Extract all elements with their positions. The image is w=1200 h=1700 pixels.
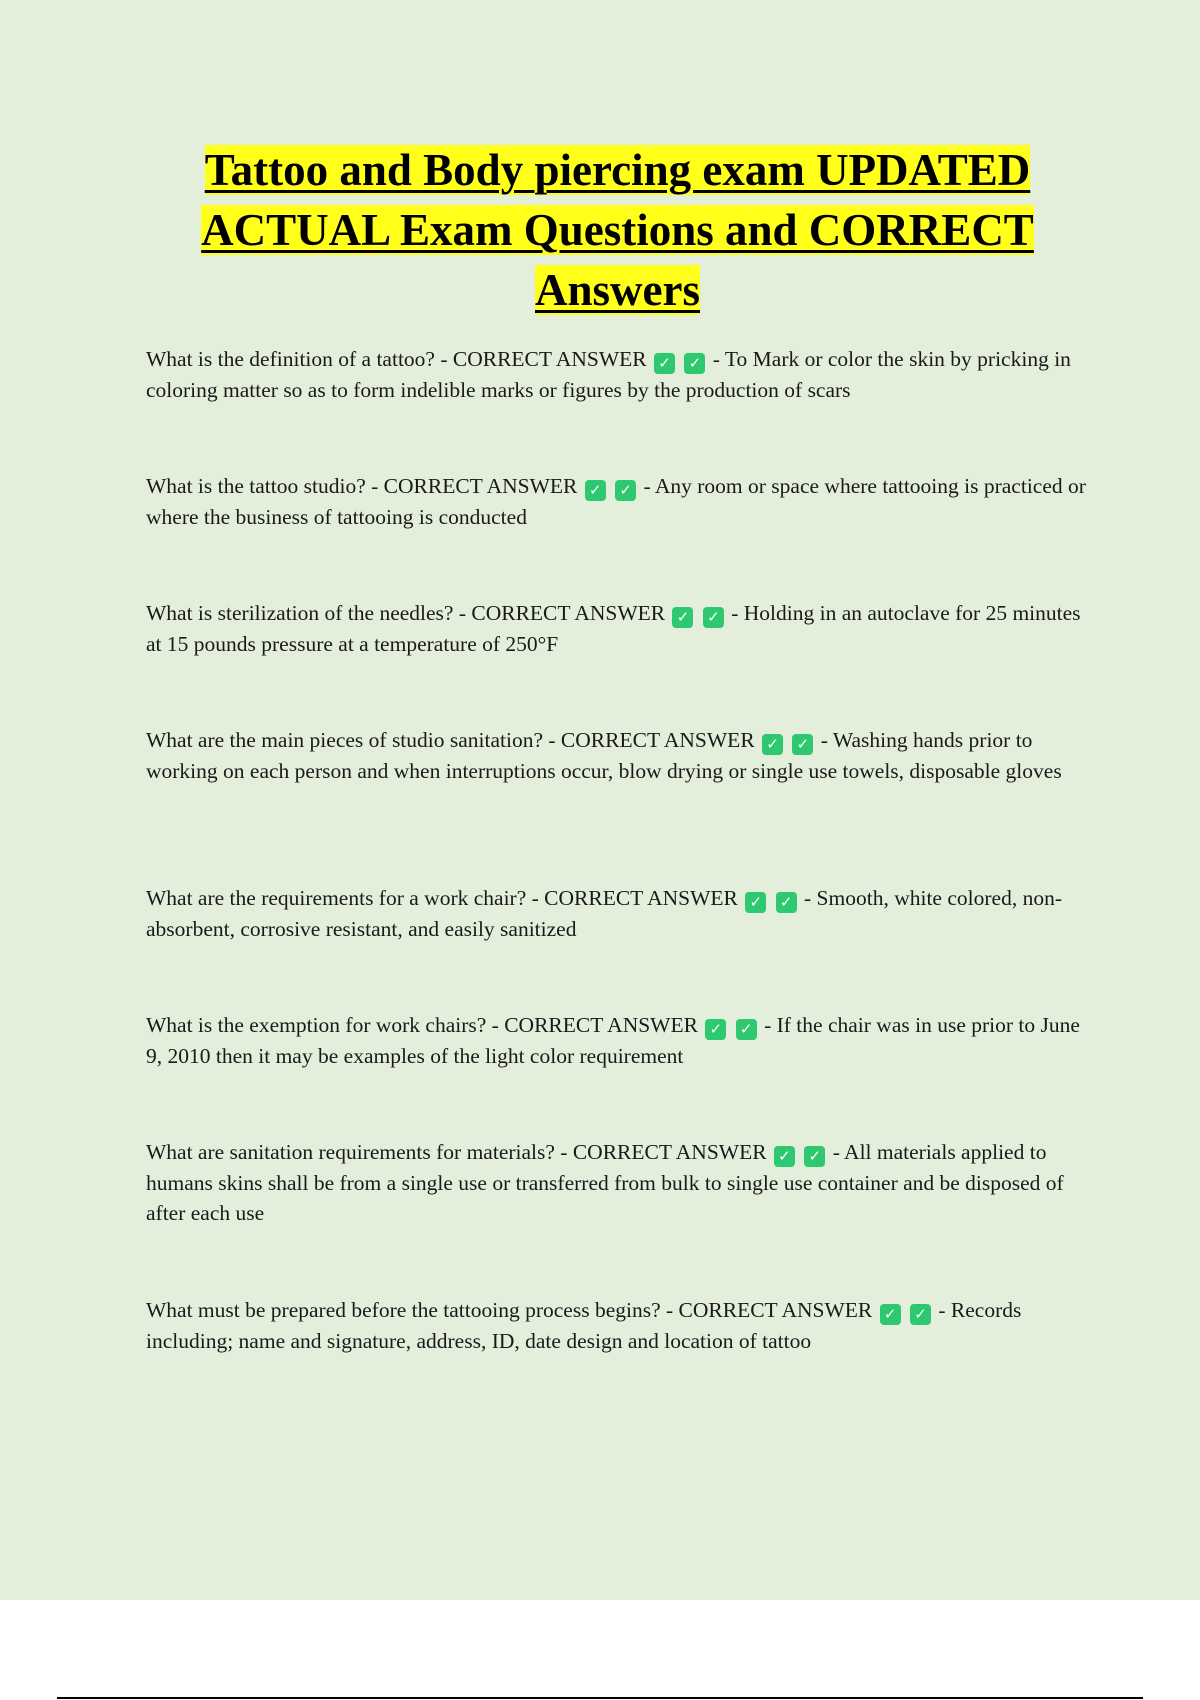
check-icon: ✓ <box>910 1304 931 1325</box>
answer-text: - Any room or space where tattooing is practiced or where the business of tattooing is conducted <box>146 474 1086 529</box>
check-icon: ✓ <box>736 1019 757 1040</box>
answer-text: - To Mark or color the skin by pricking in coloring matter so as to form indelible marks or figures by the production of scars <box>146 347 1071 402</box>
question-text: What are sanitation requirements for materials? - CORRECT ANSWER <box>146 1140 767 1164</box>
qa-item-3 <box>146 598 1086 659</box>
question-text: What is the tattoo studio? - CORRECT ANSWER <box>146 474 578 498</box>
check-icon: ✓ <box>615 480 636 501</box>
qa-item-4 <box>146 725 1086 786</box>
qa-item-7 <box>146 1137 1086 1229</box>
title-text: Tattoo and Body piercing exam UPDATED ACTUAL Exam Questions and CORRECT Answers <box>201 145 1034 315</box>
check-icon: ✓ <box>804 1146 825 1167</box>
check-icon: ✓ <box>705 1019 726 1040</box>
check-icon: ✓ <box>745 892 766 913</box>
question-text: What is the definition of a tattoo? - CORRECT ANSWER <box>146 347 647 371</box>
check-icon: ✓ <box>792 734 813 755</box>
check-icon: ✓ <box>585 480 606 501</box>
check-icon: ✓ <box>774 1146 795 1167</box>
qa-item-2 <box>146 471 1086 532</box>
answer-text: - All materials applied to humans skins shall be from a single use or transferred from bulk to single use container and be disposed of after each use <box>146 1140 1064 1225</box>
footer-divider <box>57 1697 1143 1699</box>
check-icon: ✓ <box>762 734 783 755</box>
qa-item-5 <box>146 883 1086 944</box>
check-icon: ✓ <box>776 892 797 913</box>
question-text: What is the exemption for work chairs? - CORRECT ANSWER <box>146 1013 698 1037</box>
check-icon: ✓ <box>880 1304 901 1325</box>
qa-item-8 <box>146 1295 1086 1356</box>
question-text: What is sterilization of the needles? - CORRECT ANSWER <box>146 601 666 625</box>
check-icon: ✓ <box>654 353 675 374</box>
answer-text: - Holding in an autoclave for 25 minutes at 15 pounds pressure at a temperature of 250°F <box>146 601 1081 656</box>
question-text: What are the main pieces of studio sanitation? - CORRECT ANSWER <box>146 728 755 752</box>
question-text: What are the requirements for a work chair? - CORRECT ANSWER <box>146 886 738 910</box>
answer-text: - Washing hands prior to working on each person and when interruptions occur, blow drying or single use towels, disposable gloves <box>146 728 1062 783</box>
answer-text: - Smooth, white colored, non-absorbent, corrosive resistant, and easily sanitized <box>146 886 1062 941</box>
question-text: What must be prepared before the tattooing process begins? - CORRECT ANSWER <box>146 1298 873 1322</box>
qa-item-6 <box>146 1010 1086 1071</box>
check-icon: ✓ <box>684 353 705 374</box>
check-icon: ✓ <box>703 607 724 628</box>
document-title <box>150 140 1085 320</box>
answer-text: - Records including; name and signature, address, ID, date design and location of tattoo <box>146 1298 1022 1353</box>
answer-text: - If the chair was in use prior to June 9, 2010 then it may be examples of the light color requirement <box>146 1013 1080 1068</box>
check-icon: ✓ <box>672 607 693 628</box>
qa-item-1 <box>146 344 1086 405</box>
